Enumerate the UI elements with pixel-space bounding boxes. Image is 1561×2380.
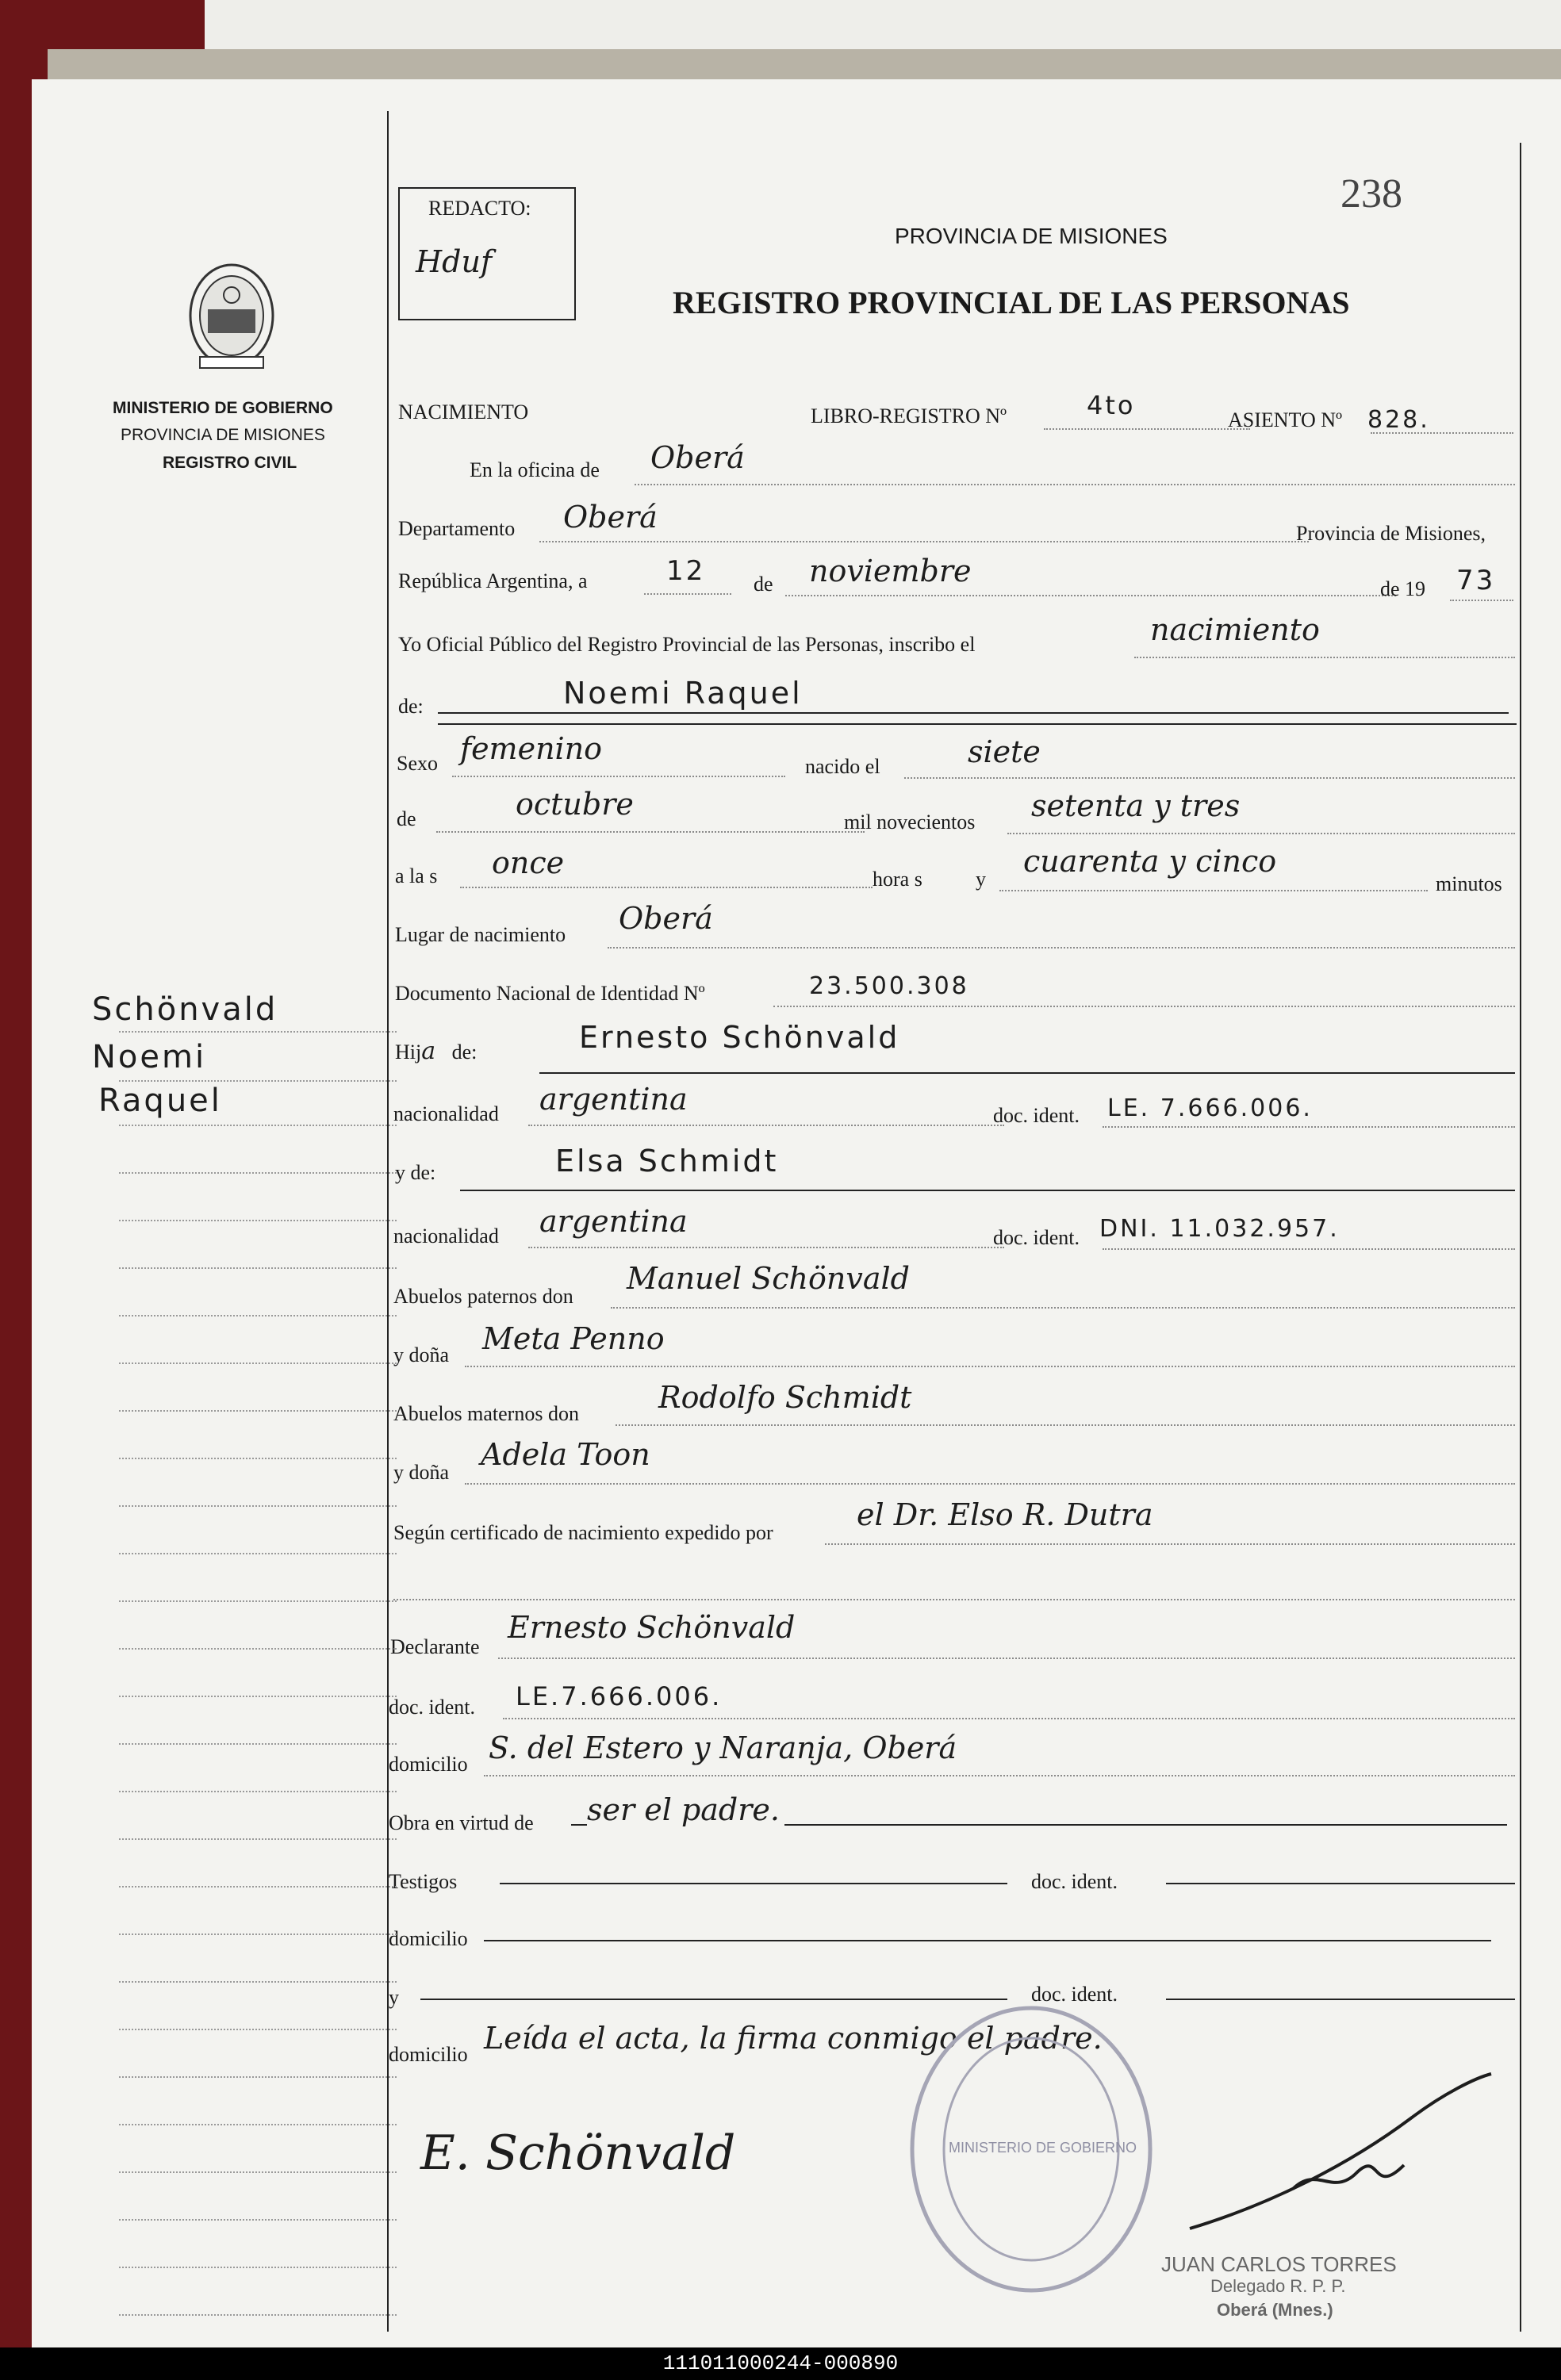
- margin-line: [119, 1791, 397, 1792]
- abp-dona-line: [465, 1366, 1515, 1367]
- declarante-label: Declarante: [390, 1635, 480, 1658]
- margin-line: [119, 2029, 397, 2030]
- margin-line: [119, 1080, 397, 1082]
- doc1-label: doc. ident.: [993, 1104, 1080, 1127]
- doct-line: [1166, 1883, 1515, 1884]
- cert-value: el Dr. Elso R. Dutra: [857, 1497, 1153, 1532]
- dni-label: Documento Nacional de Identidad Nº: [395, 982, 705, 1005]
- margin-line: [119, 2124, 397, 2125]
- registry-heading: REGISTRO PROVINCIAL DE LAS PERSONAS: [673, 285, 1350, 320]
- doct2-label: doc. ident.: [1031, 1983, 1118, 2006]
- obra-label: Obra en virtud de: [389, 1811, 534, 1834]
- dom-value: S. del Estero y Naranja, Oberá: [489, 1730, 957, 1765]
- depto-label: Departamento: [398, 517, 516, 540]
- dom3-label: domicilio: [389, 2043, 468, 2066]
- yo-label: Yo Oficial Público del Registro Provincial de las Personas, inscribo el: [398, 633, 976, 656]
- nacido-value: siete: [968, 734, 1041, 769]
- document-page: [32, 79, 1561, 2347]
- margin-name-2: Raquel: [98, 1083, 222, 1119]
- yo-line: [1134, 657, 1515, 658]
- anio-nac-value: setenta y tres: [1031, 788, 1241, 823]
- province-heading: PROVINCIA DE MISIONES: [895, 224, 1168, 248]
- nacimiento-label: NACIMIENTO: [398, 400, 529, 423]
- docd-line: [503, 1718, 1515, 1719]
- redacto-box: [398, 187, 576, 320]
- dni-value: 23.500.308: [809, 972, 969, 1000]
- depto-line: [539, 541, 1309, 542]
- nacido-label: nacido el: [805, 755, 880, 778]
- nombre-underline: [438, 723, 1517, 725]
- hija-prefix: Hij: [395, 1041, 422, 1064]
- anio-nac-line: [1007, 833, 1515, 834]
- abp-dona-label: y doña: [393, 1343, 450, 1366]
- lugar-value: Oberá: [619, 901, 713, 936]
- dom-line: [484, 1775, 1515, 1776]
- official-place: Oberá (Mnes.): [1217, 2300, 1333, 2320]
- provincia-label: Provincia de Misiones,: [1296, 522, 1486, 545]
- margin-line: [119, 2076, 397, 2078]
- declarante-value: Ernesto Schönvald: [508, 1610, 796, 1645]
- margin-surname: Schönvald: [92, 991, 278, 1028]
- padre-value: Ernesto Schönvald: [579, 1020, 900, 1055]
- margin-line: [119, 2219, 397, 2221]
- abp-label: Abuelos paternos don: [393, 1285, 573, 1308]
- dni-line: [773, 1006, 1515, 1007]
- doc2-label: doc. ident.: [993, 1226, 1080, 1249]
- anio-line: [1450, 600, 1513, 601]
- horas-label: hora s: [873, 868, 922, 891]
- margin-line: [119, 2171, 397, 2173]
- dom2-line: [484, 1940, 1491, 1941]
- abm-label: Abuelos maternos don: [393, 1402, 579, 1425]
- asiento-label: ASIENTO Nº: [1228, 408, 1343, 431]
- hija-label: [395, 1037, 477, 1065]
- alas-label: a la s: [395, 864, 438, 887]
- abp-line: [611, 1307, 1515, 1309]
- abp-value: Manuel Schönvald: [627, 1261, 910, 1296]
- de-label: de: [754, 573, 773, 596]
- mes-nac-value: octubre: [516, 787, 634, 822]
- margin-line: [119, 1031, 397, 1033]
- margin-line: [119, 1267, 397, 1269]
- margin-line: [119, 1505, 397, 1507]
- abm-dona-label: y doña: [393, 1461, 450, 1484]
- doct2-line: [1166, 1999, 1515, 2000]
- coat-of-arms-icon: [176, 254, 287, 373]
- oficina-label: En la oficina de: [470, 458, 600, 481]
- doc1-line: [1103, 1126, 1515, 1128]
- abm-value: Rodolfo Schmidt: [658, 1380, 912, 1415]
- y2-label: y: [389, 1986, 399, 2009]
- hija-suffix: a: [421, 1037, 436, 1065]
- sexo-label: Sexo: [397, 752, 438, 775]
- margin-line: [119, 1648, 397, 1650]
- redacto-label: REDACTO:: [428, 197, 531, 220]
- lugar-line: [608, 947, 1515, 949]
- nac2-label: nacionalidad: [393, 1224, 499, 1247]
- dia-line: [644, 593, 731, 595]
- margin-line: [119, 1934, 397, 1935]
- padre-underline: [539, 1072, 1515, 1074]
- margin-line: [119, 1362, 397, 1364]
- docd-label: doc. ident.: [389, 1696, 476, 1719]
- nac2-value: argentina: [539, 1204, 688, 1239]
- mes-value: noviembre: [809, 554, 972, 588]
- minutos-label: minutos: [1436, 872, 1502, 895]
- horas-line: [460, 887, 873, 888]
- ministry-province: PROVINCIA DE MISIONES: [121, 426, 325, 444]
- mil-label: mil novecientos: [844, 811, 976, 834]
- anio-value: 73: [1456, 565, 1496, 596]
- abp-dona-value: Meta Penno: [482, 1321, 665, 1356]
- minutos-line: [999, 890, 1428, 891]
- doct-label: doc. ident.: [1031, 1870, 1118, 1893]
- nac1-line: [528, 1125, 1004, 1126]
- asiento-value: 828.: [1367, 406, 1430, 434]
- page-number: 238: [1340, 171, 1402, 217]
- libro-label: LIBRO-REGISTRO Nº: [811, 404, 1007, 427]
- abm-dona-line: [465, 1483, 1515, 1485]
- top-sheet-edge: [205, 0, 1561, 49]
- testigos-line: [500, 1883, 1007, 1884]
- obra-value: ser el padre.: [587, 1792, 784, 1827]
- margin-line: [119, 1410, 397, 1412]
- margin-line: [119, 1553, 397, 1554]
- declarant-signature: E. Schönvald: [420, 2125, 736, 2181]
- cert-line: [825, 1543, 1515, 1545]
- nombre-underline-top: [438, 712, 1509, 714]
- dom3-value: Leída el acta, la firma conmigo el padre.: [484, 2021, 1103, 2056]
- nac1-value: argentina: [539, 1082, 688, 1117]
- dom2-label: domicilio: [389, 1927, 468, 1950]
- margin-line: [119, 1315, 397, 1316]
- testigos-label: Testigos: [389, 1870, 458, 1893]
- margin-line: [119, 1743, 397, 1745]
- margin-line: [119, 2267, 397, 2268]
- book-binding: [48, 49, 1561, 82]
- redacto-value: Hduf: [416, 244, 493, 279]
- doc2-line: [1103, 1248, 1515, 1250]
- sexo-line: [452, 776, 785, 777]
- nac2-line: [528, 1247, 1004, 1248]
- doc1-value: LE. 7.666.006.: [1107, 1094, 1313, 1122]
- margin-line: [119, 2314, 397, 2316]
- right-vertical-rule: [1520, 143, 1521, 2332]
- depto-value: Oberá: [563, 500, 658, 535]
- libro-value: 4to: [1087, 390, 1136, 420]
- dom-label: domicilio: [389, 1753, 468, 1776]
- seal-text: MINISTERIO DE GOBIERNO: [949, 2140, 1137, 2156]
- margin-line: [119, 1838, 397, 1840]
- margin-line: [119, 1696, 397, 1697]
- yo-value: nacimiento: [1150, 612, 1320, 647]
- lugar-label: Lugar de nacimiento: [395, 923, 566, 946]
- official-signature-icon: [1174, 2070, 1507, 2244]
- libro-line: [1044, 428, 1250, 430]
- doc2-value: DNI. 11.032.957.: [1099, 1215, 1340, 1243]
- docd-value: LE.7.666.006.: [516, 1681, 723, 1711]
- cert-label: Según certificado de nacimiento expedido por: [393, 1521, 773, 1544]
- anio-label: de 19: [1380, 577, 1426, 600]
- republica-label: República Argentina, a: [398, 569, 588, 592]
- madre-value: Elsa Schmidt: [555, 1144, 779, 1179]
- de3-label: de: [397, 807, 416, 830]
- margin-name-1: Noemi: [92, 1039, 207, 1075]
- margin-line: [119, 1886, 397, 1888]
- official-title: Delegado R. P. P.: [1210, 2276, 1346, 2296]
- dia-value: 12: [666, 555, 706, 587]
- civil-registry-label: REGISTRO CIVIL: [163, 454, 297, 472]
- yde-label: y de:: [395, 1161, 436, 1184]
- abm-line: [616, 1424, 1515, 1426]
- minutos-value: cuarenta y cinco: [1023, 844, 1277, 879]
- margin-line: [119, 1458, 397, 1459]
- nacido-line: [904, 777, 1515, 779]
- nombre-value: Noemi Raquel: [563, 676, 803, 711]
- nac1-label: nacionalidad: [393, 1102, 499, 1125]
- sexo-value: femenino: [460, 731, 603, 766]
- horas-value: once: [492, 845, 565, 880]
- margin-line: [119, 1220, 397, 1221]
- cert-line-2: [393, 1599, 1515, 1600]
- abm-dona-value: Adela Toon: [481, 1437, 650, 1472]
- margin-line: [119, 1981, 397, 1983]
- margin-line: [119, 1125, 397, 1126]
- mes-line: [785, 595, 1396, 596]
- ministry-heading: MINISTERIO DE GOBIERNO: [113, 399, 333, 417]
- official-seal-stamp: [904, 1999, 1158, 2300]
- margin-line: [119, 1172, 397, 1174]
- declarante-line: [498, 1658, 1515, 1659]
- margin-line: [119, 1600, 397, 1602]
- oficina-value: Oberá: [650, 440, 745, 475]
- oficina-line: [635, 484, 1515, 485]
- hija-de: de:: [451, 1041, 478, 1064]
- de2-label: de:: [398, 695, 424, 718]
- mes-nac-line: [436, 831, 865, 833]
- y-label: y: [976, 868, 986, 891]
- official-name: JUAN CARLOS TORRES: [1161, 2252, 1397, 2276]
- archive-id-footer: 111011000244-000890: [0, 2347, 1561, 2380]
- madre-underline: [460, 1190, 1515, 1191]
